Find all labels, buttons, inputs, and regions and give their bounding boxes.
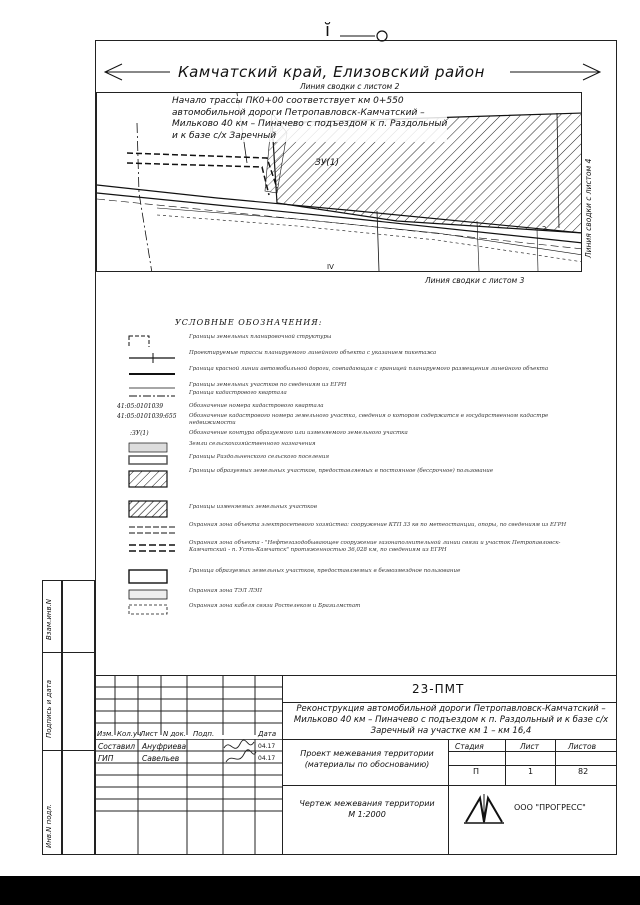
drawing-line-2: М 1:2000 (348, 810, 386, 819)
revision-grid (95, 675, 282, 735)
header-date: Дата (258, 730, 277, 738)
legend-item: Охранная зона ТЭЛ ЛЭП (122, 588, 592, 600)
marker-roman: IV (327, 263, 334, 271)
north-symbol-icon (320, 14, 400, 54)
name-gip: Савельев (142, 754, 180, 763)
legend-item: Границы изменяемых земельных участков (122, 498, 592, 520)
date-composer: 04.17 (258, 743, 276, 750)
side-label-replaced: Взам.инв.N (45, 598, 53, 640)
drawing-line-1: Чертеж межевания территории (299, 799, 435, 808)
legend-item: Граница кадастрового квартала (122, 390, 592, 400)
legend-title: УСЛОВНЫЕ ОБОЗНАЧЕНИЯ: (175, 318, 323, 327)
legend-item: Проектируемые трассы планируемого линейного объекта с указанием пикетажа (122, 350, 592, 366)
sheets-value: 82 (578, 767, 589, 776)
region-title: Камчатский край, Елизовский район (178, 63, 485, 81)
legend-code: 41:05:0101039 (117, 403, 164, 410)
sheet-value: 1 (528, 767, 534, 776)
marker-2: 2 (542, 225, 547, 233)
side-strip-inner (62, 580, 95, 855)
legend-symbol (127, 442, 175, 454)
header-kol: Кол.уч (117, 730, 142, 738)
header-podp: Подп. (193, 730, 215, 738)
company-name: ООО "ПРОГРЕСС" (514, 803, 586, 812)
stage-value: П (473, 767, 480, 776)
date-gip: 04.17 (258, 755, 276, 762)
start-note-line-4: и к базе с/х Заречный (172, 130, 277, 141)
doc-code: 23-ПМТ (412, 682, 465, 696)
start-note-line-1: Начало трассы ПК0+00 соответствует км 0+550 (172, 96, 404, 106)
legend-item: Земли сельскохозяйственного назначения (122, 441, 592, 453)
legend-symbol (127, 455, 175, 467)
side-label-signed: Подпись и дата (45, 680, 53, 738)
sheets-label: Листов (568, 742, 597, 751)
legend-item: Границы Раздольненского сельского поселения (122, 454, 592, 466)
legend-item: 41:05:0101039:655 Обозначение кадастрового номера земельного участка, сведения о котором содержатся в государственном кадастре недвижимости (117, 413, 549, 426)
legend-symbol (127, 335, 175, 347)
signature-icon (222, 738, 258, 768)
name-composer: Ануфриева (142, 742, 187, 751)
legend-item: Граница красной линии автомобильной дороги, совпадающая с границей планируемого размещения линейного объекта (122, 366, 592, 382)
legend-item: Охранная зона кабеля связи Ростелеком и Бразилмстат (122, 603, 592, 615)
legend-item: Границы образуемых земельных участков, предоставляемых в постоянное (бессрочное) пользование (122, 468, 592, 490)
legend-code: :ЗУ(1) (130, 430, 149, 437)
legend-symbol (127, 604, 175, 616)
sheet-desc-line-1: Проект межевания территории (300, 749, 434, 758)
sheet-label: Лист (520, 742, 540, 751)
summary-line-right: Линия сводки с листом 4 (584, 158, 593, 258)
company-logo-icon (462, 792, 506, 826)
start-note-line-3: Мильково 40 км – Пиначево с подъездом к п. Раздольный (172, 119, 448, 129)
svg-text:ĭ: ĭ (325, 20, 331, 41)
start-note-line-2: автомобильной дороги Петропавловск-Камчатский – (172, 107, 425, 118)
summary-line-bottom: Линия сводки с листом 3 (425, 276, 525, 285)
legend-item: Границы земельных планировочной структуры (122, 334, 592, 350)
scan-footer-bar (0, 876, 640, 905)
sheet-desc-line-2: (материалы по обоснованию) (304, 760, 430, 769)
role-composer: Составил (98, 742, 136, 751)
legend-symbol (127, 589, 175, 601)
legend-item: Охранная зона объекта электросетевого хозяйства: сооружение КТП 33 кв по метеостанции, опоры, по сведениям из ЕГРН (122, 522, 592, 538)
start-note (172, 96, 447, 142)
header-ndoc: N док. (163, 730, 187, 738)
drawing-title (292, 798, 442, 820)
header-izm: Изм. (97, 730, 114, 738)
header-list: Лист (140, 730, 158, 738)
legend-item: Охранная зона объекта - "Нефтегазодобывающее сооружение газонаполнительной линии связи и участок Петропавловск-Камчатский - п. Усть-Камчатск" протяженностью 36,028 км, по сведениям из ЕГРН (122, 540, 592, 566)
legend-symbol (127, 469, 175, 491)
legend-symbol (127, 569, 175, 585)
stage-label: Стадия (455, 742, 484, 751)
legend-item: Границы земельных участков по сведениям из ЕГРН (122, 382, 592, 392)
legend-item: 41:05:0101039 Обозначение номера кадастрового квартала (117, 403, 324, 410)
legend-item: :ЗУ(1) Обозначение контура образуемого или изменяемого земельного участка (130, 430, 408, 437)
legend-code: 41:05:0101039:655 (117, 413, 177, 420)
legend-symbol (127, 541, 175, 553)
zone-label: ЗУ(1) (315, 158, 340, 168)
side-label-inv: Инв.N подл. (45, 803, 53, 848)
sheet-desc (292, 748, 442, 770)
project-title: Реконструкция автомобильной дороги Петропавловск-Камчатский – Мильково 40 км – Пиначево с подъездом к п. Раздольный и к базе с/х Заречный на участке км 1 – км 16,4 (293, 704, 609, 736)
legend-item: Граница образуемых земельных участков, предоставляемых в безвозмездное пользование (122, 568, 592, 586)
legend-symbol (127, 523, 175, 535)
legend-symbol (127, 391, 175, 403)
role-gip: ГИП (98, 754, 114, 763)
legend-symbol (127, 351, 175, 363)
legend-symbol (127, 499, 175, 521)
legend-symbol (127, 367, 175, 379)
summary-line-top: Линия сводки с листом 2 (300, 82, 400, 91)
